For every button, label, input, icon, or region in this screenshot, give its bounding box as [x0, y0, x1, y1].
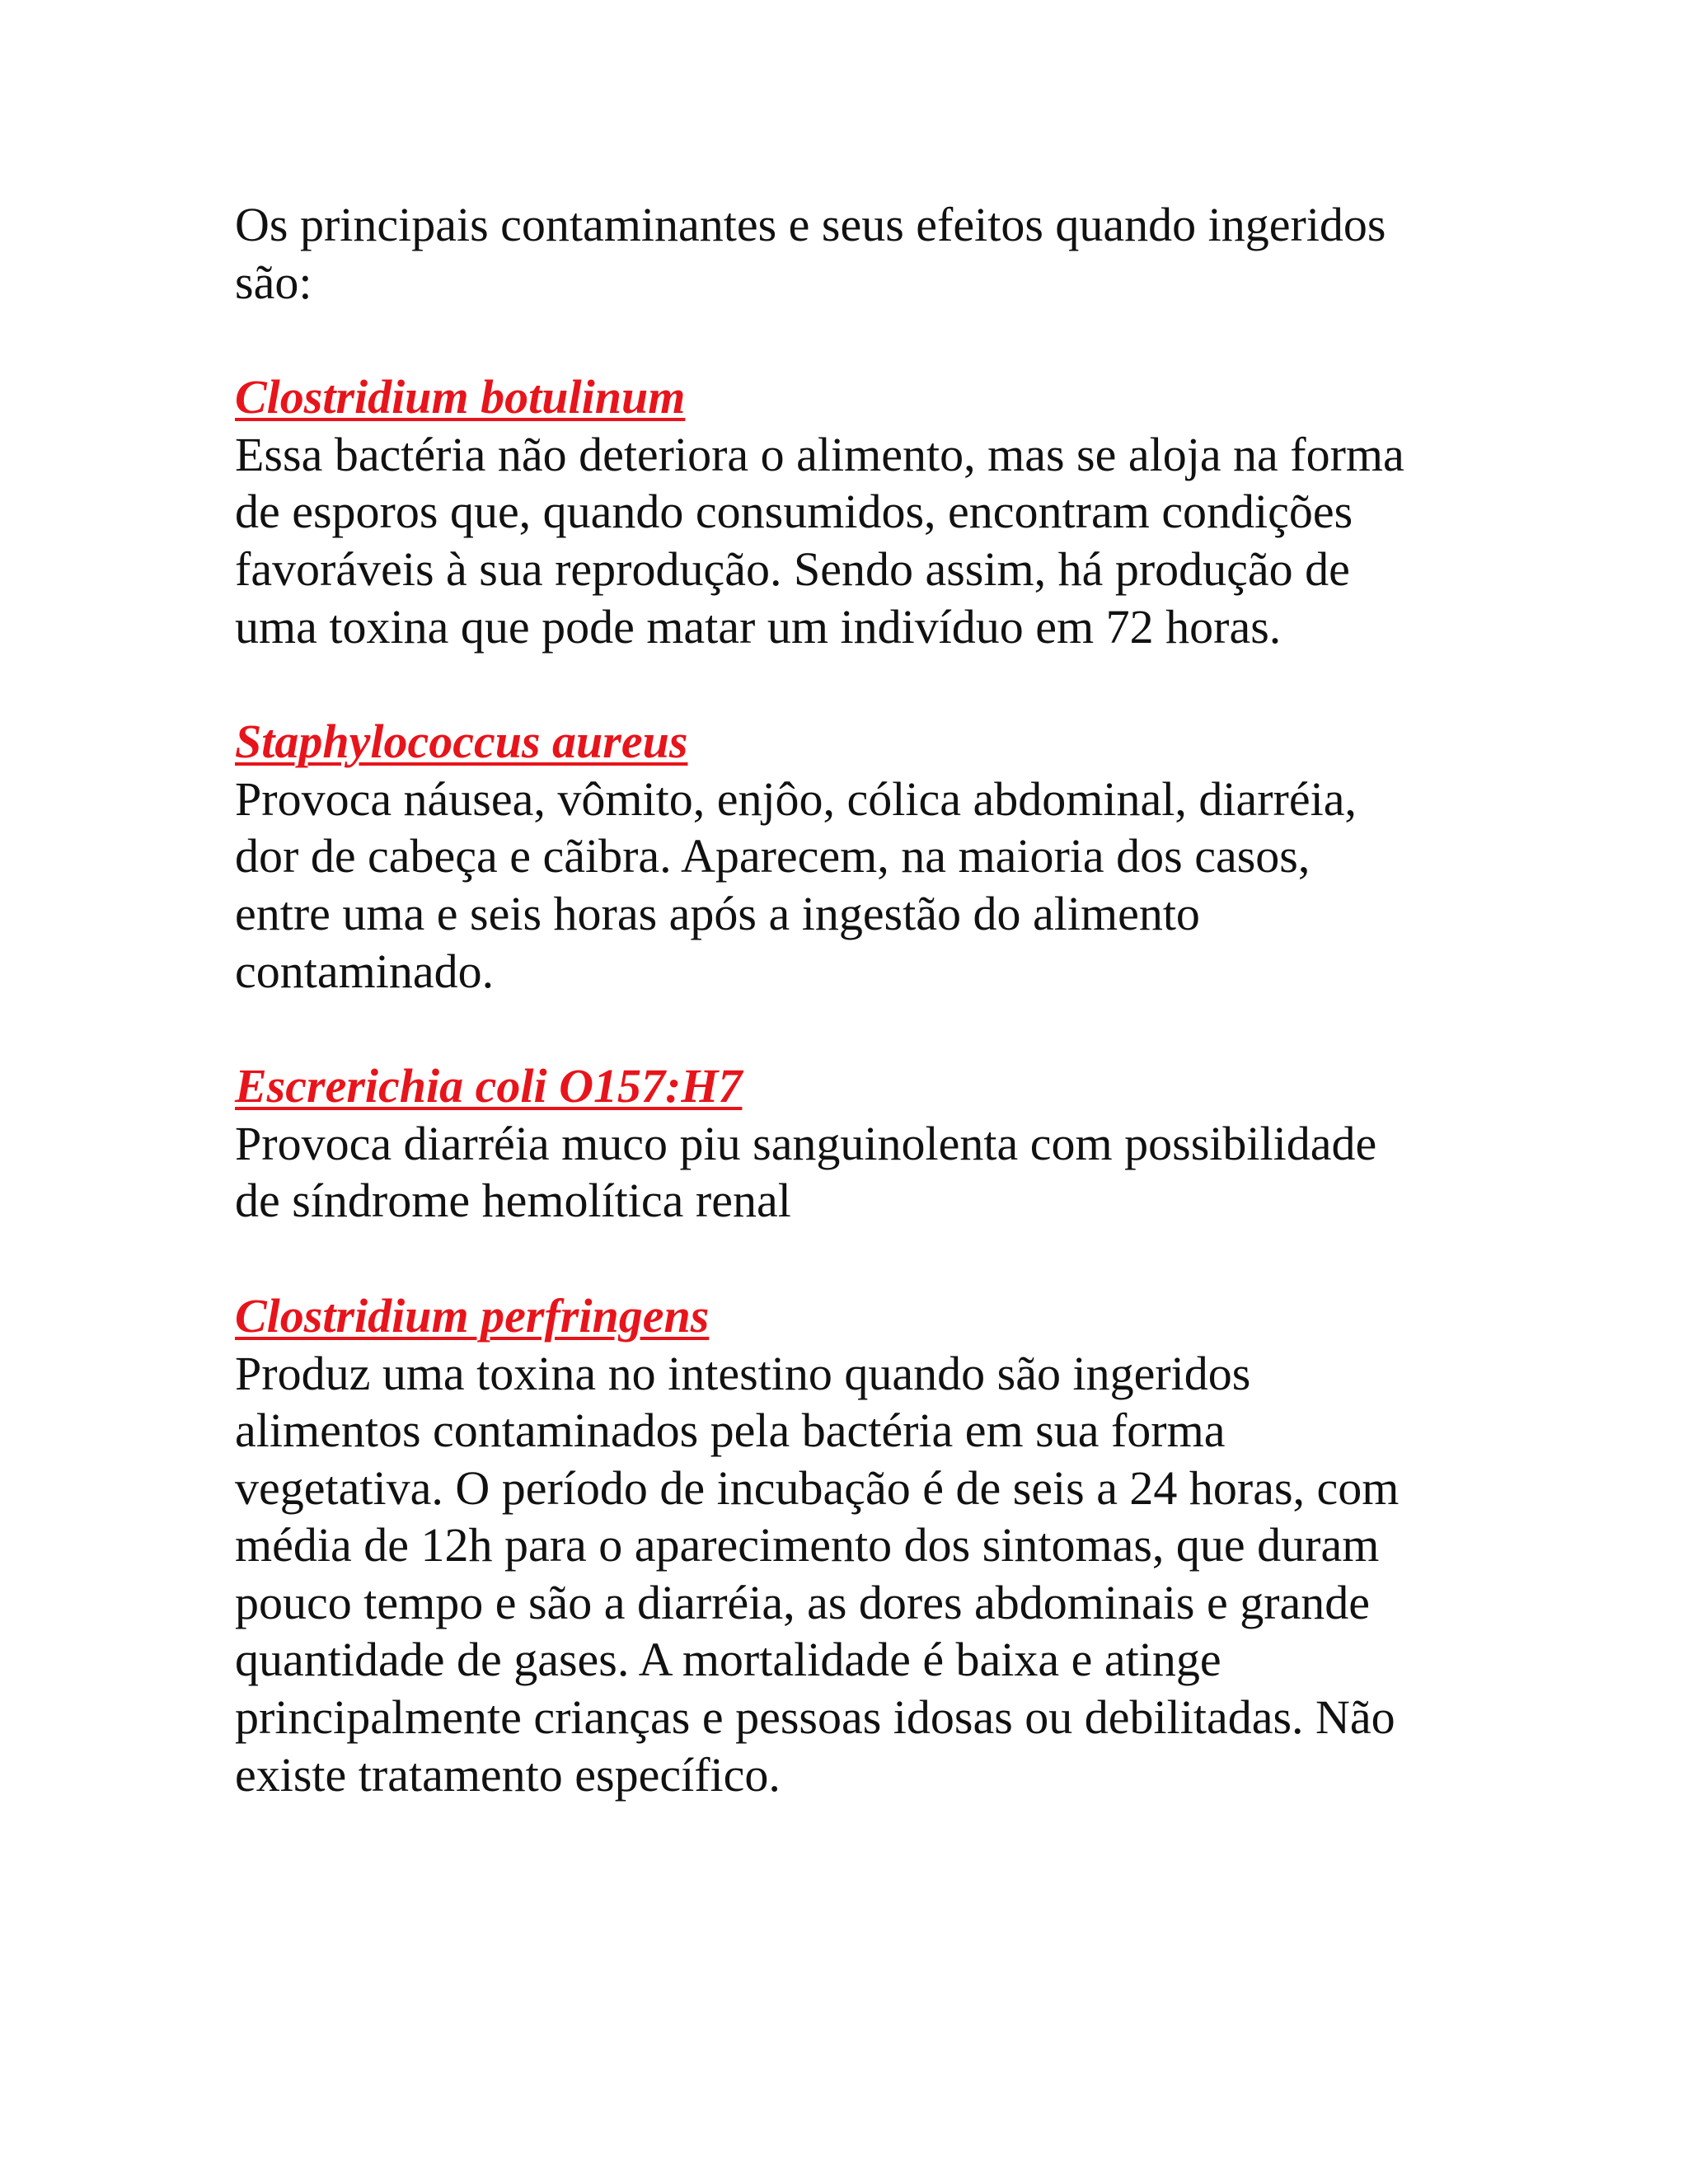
section-text-line: Essa bactéria não deteriora o alimento, mas se aloja na forma — [235, 427, 1404, 481]
section-heading: Clostridium perfringens — [235, 1288, 710, 1343]
intro-paragraph — [235, 196, 1488, 311]
section-text-line: contaminado. — [235, 944, 495, 998]
section-clostridium-botulinum — [235, 368, 1488, 655]
section-text-line: de síndrome hemolítica renal — [235, 1174, 791, 1228]
section-text-line: principalmente crianças e pessoas idosas ou debilitadas. Não — [235, 1690, 1395, 1745]
section-text-line: dor de cabeça e cãibra. Aparecem, na maioria dos casos, — [235, 829, 1311, 883]
section-text-line: média de 12h para o aparecimento dos sintomas, que duram — [235, 1518, 1380, 1572]
section-text-line: quantidade de gases. A mortalidade é baixa e atinge — [235, 1633, 1221, 1687]
section-text-line: pouco tempo e são a diarréia, as dores abdominais e grande — [235, 1575, 1370, 1629]
document-page — [235, 196, 1488, 1861]
section-clostridium-perfringens — [235, 1287, 1488, 1803]
section-heading: Clostridium botulinum — [235, 370, 686, 424]
section-heading: Staphylococcus aureus — [235, 715, 688, 769]
intro-line: são: — [235, 255, 312, 309]
section-text-line: uma toxina que pode matar um indivíduo em 72 horas. — [235, 599, 1282, 654]
section-text-line: vegetativa. O período de incubação é de seis a 24 horas, com — [235, 1460, 1400, 1515]
section-escherichia-coli — [235, 1057, 1488, 1230]
section-text-line: alimentos contaminados pela bactéria em sua forma — [235, 1404, 1226, 1458]
section-text-line: de esporos que, quando consumidos, encontram condições — [235, 485, 1353, 539]
section-text-line: Produz uma toxina no intestino quando são ingeridos — [235, 1346, 1251, 1400]
section-text-line: existe tratamento específico. — [235, 1747, 781, 1802]
section-text-line: Provoca náusea, vômito, enjôo, cólica abdominal, diarréia, — [235, 771, 1357, 826]
section-staphylococcus-aureus — [235, 713, 1488, 1000]
section-text-line: entre uma e seis horas após a ingestão do alimento — [235, 886, 1200, 940]
intro-line: Os principais contaminantes e seus efeitos quando ingeridos — [235, 198, 1386, 251]
section-text-line: Provoca diarréia muco piu sanguinolenta com possibilidade — [235, 1116, 1377, 1170]
section-text-line: favoráveis à sua reprodução. Sendo assim, há produção de — [235, 541, 1350, 596]
section-heading: Escrerichia coli O157:H7 — [235, 1059, 743, 1113]
